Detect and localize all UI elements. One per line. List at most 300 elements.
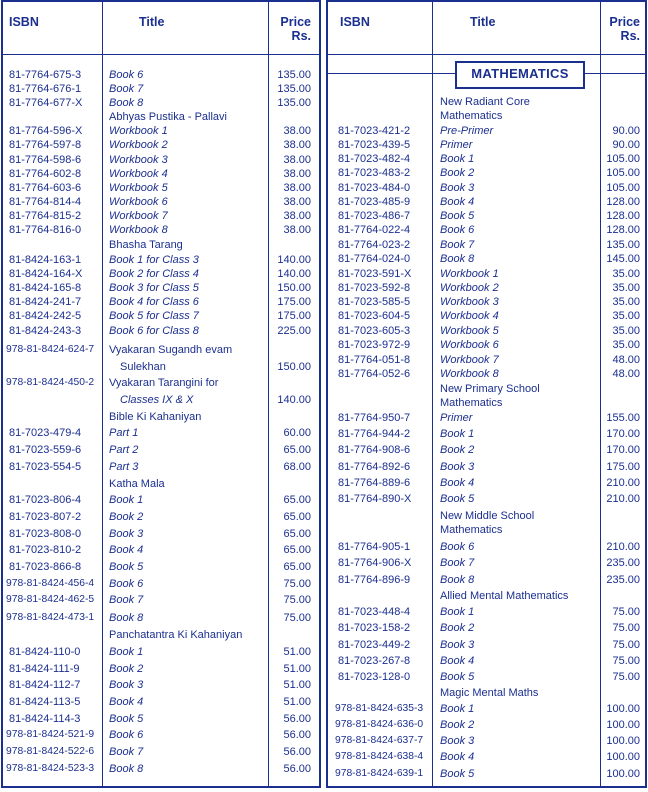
price-cell: 35.00 — [612, 282, 640, 294]
title-cell: Book 3 — [440, 735, 475, 747]
isbn-cell: 81-7023-484-0 — [338, 182, 411, 194]
section-heading-mathematics: MATHEMATICS — [455, 61, 585, 89]
table-row — [328, 252, 645, 266]
table-row — [3, 493, 319, 507]
title-cell: Book 6 — [109, 729, 144, 741]
title-cell: Book 4 — [440, 751, 475, 763]
title-cell: Mathematics — [440, 110, 503, 122]
isbn-cell: 81-7764-890-X — [338, 493, 412, 505]
table-row — [3, 181, 319, 195]
table-row — [328, 411, 645, 425]
table-row — [328, 138, 645, 152]
isbn-cell: 81-7764-944-2 — [338, 428, 411, 440]
price-cell: 51.00 — [283, 679, 311, 691]
title-cell: Workbook 4 — [440, 310, 499, 322]
table-row — [328, 509, 645, 523]
price-cell: 35.00 — [612, 296, 640, 308]
isbn-cell: 81-7764-906-X — [338, 557, 412, 569]
title-cell: Vyakaran Sugandh evam — [109, 344, 233, 356]
table-row — [3, 510, 319, 524]
isbn-cell: 81-7764-816-0 — [9, 224, 82, 236]
table-row — [328, 492, 645, 506]
isbn-cell: 81-7023-559-6 — [9, 444, 82, 456]
title-cell: Book 5 — [440, 210, 475, 222]
isbn-cell: 81-8424-165-8 — [9, 282, 82, 294]
table-row — [3, 426, 319, 440]
price-cell: 35.00 — [612, 339, 640, 351]
title-cell: Book 4 — [440, 196, 475, 208]
title-cell: Workbook 6 — [109, 196, 168, 208]
price-cell: 75.00 — [283, 594, 311, 606]
isbn-cell: 81-8424-242-5 — [9, 310, 82, 322]
title-cell: Primer — [440, 412, 473, 424]
price-cell: 56.00 — [283, 729, 311, 741]
price-unit-header: Rs. — [620, 29, 640, 43]
price-cell: 38.00 — [283, 125, 311, 137]
table-row — [328, 734, 645, 748]
price-cell: 51.00 — [283, 663, 311, 675]
title-cell: Book 3 — [109, 679, 144, 691]
title-cell: Book 6 — [109, 69, 144, 81]
price-cell: 56.00 — [283, 713, 311, 725]
price-cell: 75.00 — [612, 655, 640, 667]
title-cell: Book 2 — [440, 622, 475, 634]
table-row — [3, 195, 319, 209]
title-cell: Workbook 8 — [109, 224, 168, 236]
title-cell: Book 5 for Class 7 — [109, 310, 199, 322]
price-cell: 38.00 — [283, 196, 311, 208]
table-row — [328, 750, 645, 764]
table-row — [328, 686, 645, 700]
isbn-cell: 81-7764-675-3 — [9, 69, 82, 81]
isbn-cell: 81-7764-022-4 — [338, 224, 411, 236]
table-row — [3, 376, 319, 390]
table-row — [328, 281, 645, 295]
price-cell: 100.00 — [606, 735, 640, 747]
table-row — [3, 645, 319, 659]
title-header: Title — [139, 15, 165, 29]
price-cell: 65.00 — [283, 561, 311, 573]
title-cell: Book 3 — [440, 461, 475, 473]
isbn-cell: 81-7764-892-6 — [338, 461, 411, 473]
price-cell: 175.00 — [277, 310, 311, 322]
isbn-cell: 81-7764-950-7 — [338, 412, 411, 424]
title-cell: Workbook 2 — [440, 282, 499, 294]
price-cell: 225.00 — [277, 325, 311, 337]
title-cell: Book 7 — [109, 746, 144, 758]
table-row — [3, 728, 319, 742]
price-cell: 38.00 — [283, 210, 311, 222]
title-header: Title — [470, 15, 496, 29]
table-row — [3, 167, 319, 181]
title-cell: Book 6 — [109, 578, 144, 590]
title-cell: Book 2 — [109, 663, 144, 675]
table-row — [328, 382, 645, 396]
table-row — [3, 762, 319, 776]
isbn-cell: 978-81-8424-636-0 — [335, 719, 424, 730]
title-cell: Workbook 5 — [109, 182, 168, 194]
title-cell: Book 3 for Class 5 — [109, 282, 199, 294]
table-row — [3, 527, 319, 541]
isbn-cell: 81-7764-908-6 — [338, 444, 411, 456]
price-unit-header: Rs. — [291, 29, 311, 43]
title-cell: Mathematics — [440, 524, 503, 536]
table-row — [328, 767, 645, 781]
isbn-cell: 81-7023-439-5 — [338, 139, 411, 151]
isbn-cell: 81-7764-602-8 — [9, 168, 82, 180]
title-cell: Workbook 6 — [440, 339, 499, 351]
title-cell: Pre-Primer — [440, 125, 494, 137]
title-cell: Vyakaran Tarangini for — [109, 377, 219, 389]
table-row — [3, 96, 319, 110]
table-row — [3, 295, 319, 309]
right-price-table — [326, 0, 647, 788]
table-row — [328, 573, 645, 587]
isbn-cell: 81-7023-972-9 — [338, 339, 411, 351]
price-cell: 51.00 — [283, 646, 311, 658]
price-cell: 65.00 — [283, 511, 311, 523]
left-price-table — [1, 0, 321, 788]
isbn-cell: 978-81-8424-639-1 — [335, 768, 424, 779]
table-row — [3, 678, 319, 692]
price-cell: 135.00 — [277, 83, 311, 95]
isbn-header: ISBN — [9, 15, 39, 29]
price-cell: 100.00 — [606, 768, 640, 780]
title-cell: New Primary School — [440, 383, 540, 395]
isbn-cell: 978-81-8424-624-7 — [6, 344, 95, 355]
title-cell: Bible Ki Kahaniyan — [109, 411, 202, 423]
table-row — [3, 324, 319, 338]
isbn-cell: 978-81-8424-473-1 — [6, 612, 95, 623]
title-cell: Book 5 — [109, 561, 144, 573]
price-cell: 135.00 — [606, 239, 640, 251]
table-row — [328, 702, 645, 716]
isbn-cell: 81-7764-905-1 — [338, 541, 411, 553]
price-cell: 170.00 — [606, 444, 640, 456]
isbn-cell: 81-7023-482-4 — [338, 153, 411, 165]
table-row — [328, 396, 645, 410]
isbn-cell: 81-8424-113-5 — [9, 696, 81, 708]
isbn-cell: 81-7023-421-2 — [338, 125, 411, 137]
isbn-cell: 81-7023-483-2 — [338, 167, 411, 179]
title-cell: Book 4 for Class 6 — [109, 296, 199, 308]
table-row — [328, 295, 645, 309]
table-row — [3, 593, 319, 607]
table-row — [328, 556, 645, 570]
table-row — [328, 443, 645, 457]
table-row — [328, 638, 645, 652]
table-row — [3, 110, 319, 124]
price-cell: 38.00 — [283, 182, 311, 194]
isbn-cell: 81-8424-114-3 — [9, 713, 81, 725]
title-cell: Book 1 — [109, 494, 144, 506]
isbn-cell: 978-81-8424-521-9 — [6, 729, 95, 740]
price-cell: 140.00 — [277, 268, 311, 280]
title-cell: Workbook 7 — [440, 354, 499, 366]
isbn-cell: 81-7764-815-2 — [9, 210, 82, 222]
title-cell: Book 4 — [440, 655, 475, 667]
price-cell: 51.00 — [283, 696, 311, 708]
price-cell: 75.00 — [612, 606, 640, 618]
table-row — [328, 589, 645, 603]
price-cell: 105.00 — [606, 167, 640, 179]
title-cell: Workbook 1 — [440, 268, 499, 280]
isbn-cell: 81-7023-605-3 — [338, 325, 411, 337]
table-row — [3, 745, 319, 759]
price-cell: 100.00 — [606, 719, 640, 731]
isbn-cell: 81-7764-598-6 — [9, 154, 82, 166]
price-cell: 68.00 — [283, 461, 311, 473]
title-cell: Panchatantra Ki Kahaniyan — [109, 629, 243, 641]
isbn-cell: 81-7023-810-2 — [9, 544, 82, 556]
title-cell: Book 5 — [440, 671, 475, 683]
table-row — [3, 360, 319, 374]
price-cell: 65.00 — [283, 494, 311, 506]
price-cell: 128.00 — [606, 224, 640, 236]
table-row — [3, 253, 319, 267]
price-cell: 35.00 — [612, 268, 640, 280]
title-cell: Book 2 — [440, 167, 475, 179]
table-row — [3, 393, 319, 407]
title-cell: Mathematics — [440, 397, 503, 409]
table-row — [328, 523, 645, 537]
table-row — [3, 281, 319, 295]
isbn-cell: 81-7023-485-9 — [338, 196, 411, 208]
title-cell: Workbook 7 — [109, 210, 168, 222]
table-row — [3, 443, 319, 457]
price-cell: 75.00 — [612, 622, 640, 634]
price-cell: 48.00 — [612, 354, 640, 366]
table-row — [3, 138, 319, 152]
table-row — [3, 68, 319, 82]
isbn-cell: 81-7764-814-4 — [9, 196, 82, 208]
price-cell: 150.00 — [277, 361, 311, 373]
isbn-cell: 81-7023-267-8 — [338, 655, 411, 667]
title-cell: Book 8 — [109, 612, 144, 624]
price-cell: 35.00 — [612, 325, 640, 337]
table-row — [328, 427, 645, 441]
table-row — [328, 338, 645, 352]
table-row — [3, 628, 319, 642]
isbn-cell: 81-7764-889-6 — [338, 477, 411, 489]
table-row — [328, 621, 645, 635]
table-row — [328, 654, 645, 668]
price-cell: 38.00 — [283, 224, 311, 236]
table-row — [3, 410, 319, 424]
table-row — [3, 82, 319, 96]
price-cell: 235.00 — [606, 574, 640, 586]
title-cell: Book 7 — [109, 594, 144, 606]
price-cell: 38.00 — [283, 139, 311, 151]
title-cell: Book 1 for Class 3 — [109, 254, 199, 266]
isbn-cell: 978-81-8424-635-3 — [335, 703, 424, 714]
isbn-cell: 81-7764-597-8 — [9, 139, 82, 151]
price-cell: 60.00 — [283, 427, 311, 439]
title-cell: Workbook 5 — [440, 325, 499, 337]
table-row — [3, 267, 319, 281]
price-cell: 65.00 — [283, 528, 311, 540]
title-cell: Book 1 — [440, 153, 475, 165]
title-cell: Book 1 — [440, 606, 475, 618]
title-cell: Part 3 — [109, 461, 139, 473]
title-cell: Magic Mental Maths — [440, 687, 539, 699]
title-cell: Book 8 — [440, 574, 475, 586]
table-row — [328, 109, 645, 123]
isbn-cell: 978-81-8424-450-2 — [6, 377, 95, 388]
title-cell: Book 2 — [440, 719, 475, 731]
price-cell: 48.00 — [612, 368, 640, 380]
price-cell: 105.00 — [606, 182, 640, 194]
isbn-cell: 81-7023-806-4 — [9, 494, 82, 506]
price-cell: 100.00 — [606, 751, 640, 763]
price-cell: 210.00 — [606, 477, 640, 489]
title-cell: Book 1 — [440, 703, 475, 715]
title-cell: Book 4 — [440, 477, 475, 489]
isbn-cell: 81-7023-807-2 — [9, 511, 82, 523]
isbn-cell: 81-8424-163-1 — [9, 254, 82, 266]
isbn-cell: 81-8424-241-7 — [9, 296, 82, 308]
table-row — [328, 367, 645, 381]
table-row — [3, 209, 319, 223]
table-row — [328, 324, 645, 338]
title-cell: Book 8 — [109, 763, 144, 775]
price-header: Price — [280, 15, 311, 29]
isbn-cell: 81-7764-677-X — [9, 97, 83, 109]
isbn-cell: 81-7023-486-7 — [338, 210, 411, 222]
isbn-cell: 81-7023-866-8 — [9, 561, 82, 573]
table-row — [328, 152, 645, 166]
title-cell: Workbook 1 — [109, 125, 168, 137]
isbn-cell: 81-7023-479-4 — [9, 427, 82, 439]
table-row — [3, 124, 319, 138]
isbn-cell: 81-7023-128-0 — [338, 671, 411, 683]
title-cell: Workbook 8 — [440, 368, 499, 380]
isbn-cell: 978-81-8424-638-4 — [335, 751, 424, 762]
price-cell: 100.00 — [606, 703, 640, 715]
table-row — [328, 718, 645, 732]
isbn-cell: 81-7764-896-9 — [338, 574, 411, 586]
table-row — [328, 540, 645, 554]
isbn-cell: 81-7023-448-4 — [338, 606, 411, 618]
table-row — [3, 223, 319, 237]
isbn-cell: 81-8424-112-7 — [9, 679, 81, 691]
isbn-cell: 81-8424-110-0 — [9, 646, 81, 658]
title-cell: New Middle School — [440, 510, 535, 522]
table-row — [328, 124, 645, 138]
price-cell: 140.00 — [277, 394, 311, 406]
title-cell: Book 3 — [109, 528, 144, 540]
isbn-header: ISBN — [340, 15, 370, 29]
price-cell: 75.00 — [612, 671, 640, 683]
table-row — [328, 95, 645, 109]
table-row — [3, 309, 319, 323]
price-cell: 135.00 — [277, 69, 311, 81]
header-divider — [328, 54, 645, 55]
table-row — [3, 577, 319, 591]
title-cell: Book 5 — [440, 768, 475, 780]
table-row — [3, 560, 319, 574]
title-cell: Book 2 — [109, 511, 144, 523]
title-cell: Book 8 — [109, 97, 144, 109]
isbn-cell: 81-7764-052-6 — [338, 368, 411, 380]
price-cell: 210.00 — [606, 541, 640, 553]
price-cell: 90.00 — [612, 125, 640, 137]
price-cell: 105.00 — [606, 153, 640, 165]
title-cell: Book 4 — [109, 696, 144, 708]
title-cell: Book 4 — [109, 544, 144, 556]
table-row — [328, 605, 645, 619]
title-cell: Book 5 — [440, 493, 475, 505]
table-row — [328, 195, 645, 209]
isbn-cell: 978-81-8424-522-6 — [6, 746, 95, 757]
price-header: Price — [609, 15, 640, 29]
isbn-cell: 81-8424-243-3 — [9, 325, 82, 337]
isbn-cell: 81-7764-603-6 — [9, 182, 82, 194]
title-cell: Part 2 — [109, 444, 139, 456]
price-cell: 90.00 — [612, 139, 640, 151]
price-cell: 175.00 — [277, 296, 311, 308]
isbn-cell: 81-7023-158-2 — [338, 622, 411, 634]
price-cell: 38.00 — [283, 168, 311, 180]
isbn-cell: 978-81-8424-462-5 — [6, 594, 95, 605]
price-cell: 75.00 — [283, 578, 311, 590]
title-cell: Book 7 — [440, 557, 475, 569]
title-cell: Workbook 2 — [109, 139, 168, 151]
table-row — [328, 353, 645, 367]
title-cell: Primer — [440, 139, 473, 151]
table-row — [328, 476, 645, 490]
isbn-cell: 978-81-8424-637-7 — [335, 735, 424, 746]
price-cell: 170.00 — [606, 428, 640, 440]
isbn-cell: 81-7764-596-X — [9, 125, 83, 137]
table-row — [3, 543, 319, 557]
isbn-cell: 81-7023-808-0 — [9, 528, 82, 540]
title-cell: Katha Mala — [109, 478, 165, 490]
isbn-cell: 81-7023-554-5 — [9, 461, 82, 473]
price-cell: 38.00 — [283, 154, 311, 166]
isbn-cell: 81-7764-051-8 — [338, 354, 411, 366]
price-cell: 128.00 — [606, 210, 640, 222]
isbn-cell: 81-7023-592-8 — [338, 282, 411, 294]
price-cell: 140.00 — [277, 254, 311, 266]
price-cell: 35.00 — [612, 310, 640, 322]
price-cell: 65.00 — [283, 444, 311, 456]
table-row — [3, 662, 319, 676]
price-cell: 145.00 — [606, 253, 640, 265]
table-row — [3, 477, 319, 491]
title-cell: Book 8 — [440, 253, 475, 265]
title-cell: Workbook 3 — [109, 154, 168, 166]
isbn-cell: 81-7023-585-5 — [338, 296, 411, 308]
title-cell: Book 6 — [440, 224, 475, 236]
isbn-cell: 81-7764-023-2 — [338, 239, 411, 251]
title-cell: Bhasha Tarang — [109, 239, 183, 251]
table-row — [3, 460, 319, 474]
price-cell: 235.00 — [606, 557, 640, 569]
price-cell: 56.00 — [283, 763, 311, 775]
table-row — [328, 209, 645, 223]
price-cell: 150.00 — [277, 282, 311, 294]
title-cell: Book 1 — [440, 428, 475, 440]
title-cell: Book 6 for Class 8 — [109, 325, 199, 337]
isbn-cell: 978-81-8424-523-3 — [6, 763, 95, 774]
title-cell: Sulekhan — [120, 361, 166, 373]
isbn-cell: 81-7023-449-2 — [338, 639, 411, 651]
isbn-cell: 81-8424-164-X — [9, 268, 83, 280]
table-row — [328, 166, 645, 180]
table-row — [328, 460, 645, 474]
title-cell: Book 2 for Class 4 — [109, 268, 199, 280]
